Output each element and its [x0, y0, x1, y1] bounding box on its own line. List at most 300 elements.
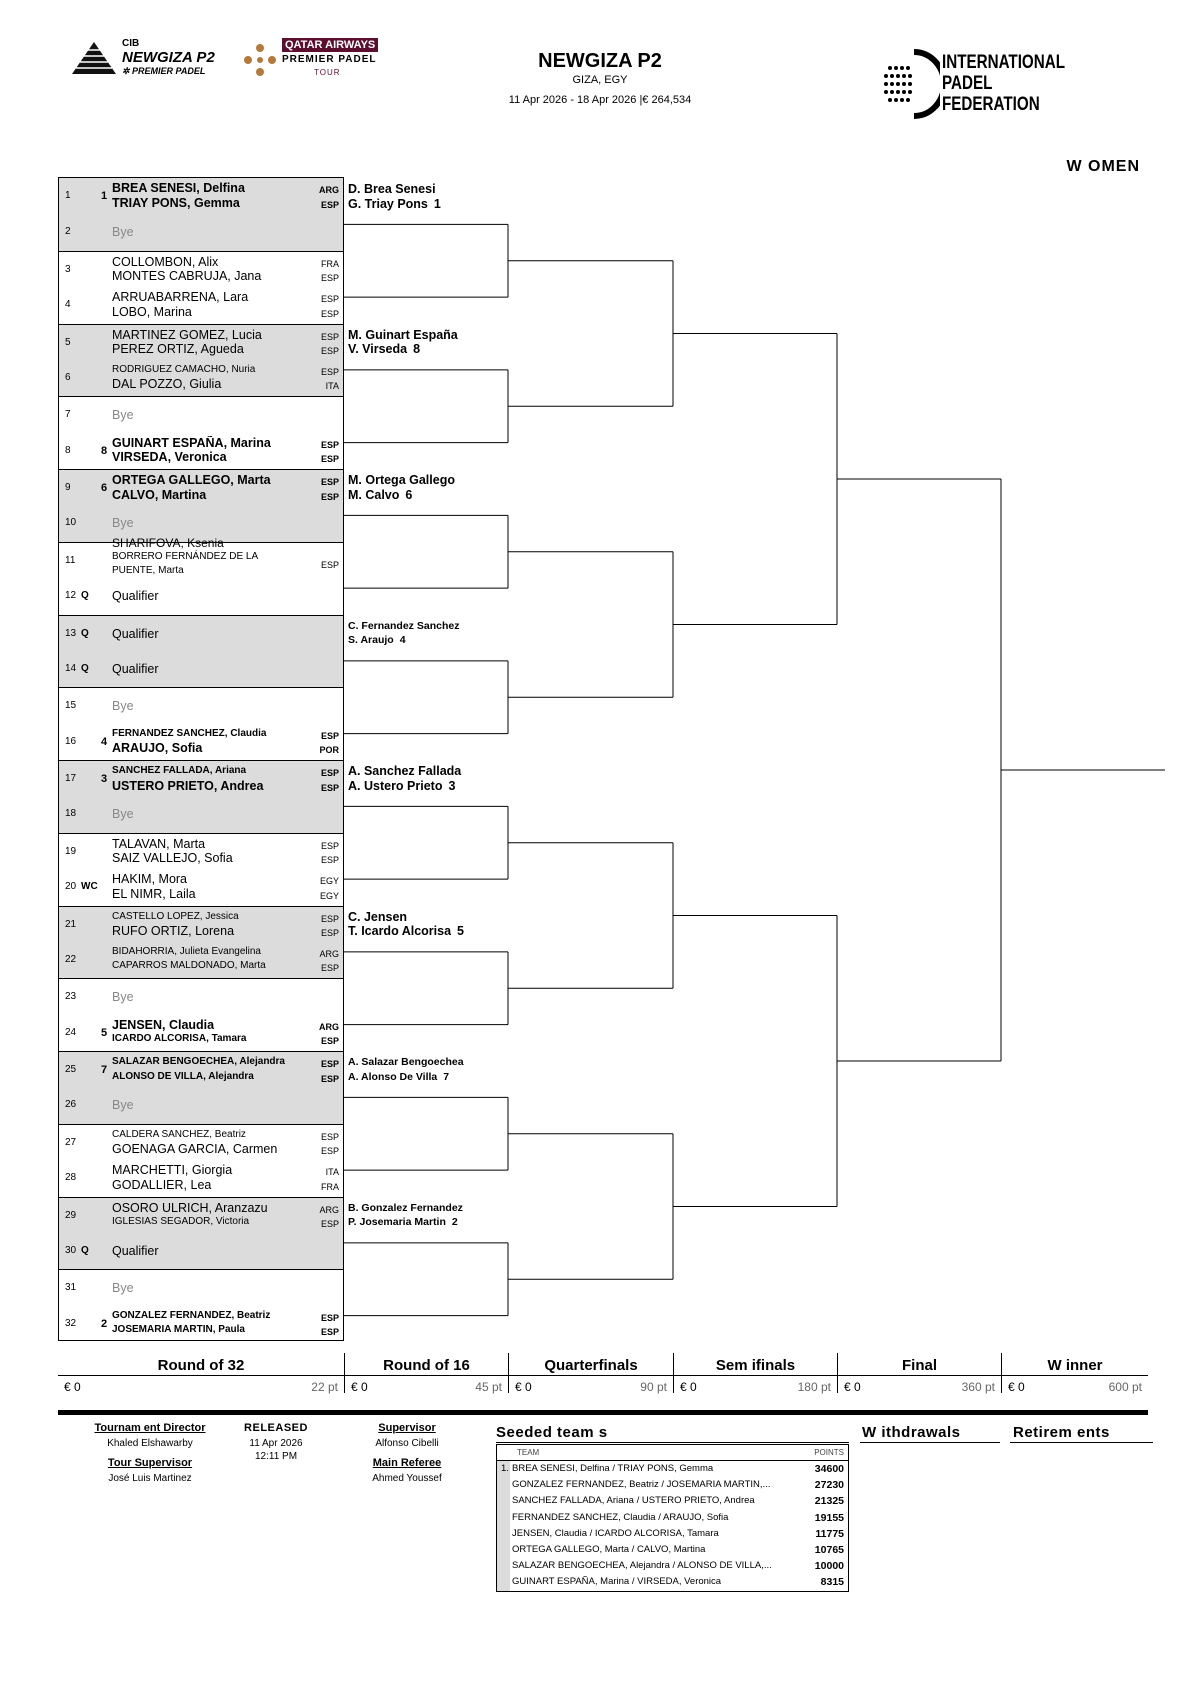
- country-codes: [319, 1020, 339, 1049]
- country-code: ESP: [320, 913, 339, 924]
- country-code: EGY: [319, 876, 339, 887]
- r16-player: M. Ortega Gallego: [348, 473, 455, 487]
- player-name: LOBO, Marina: [112, 304, 192, 319]
- draw-position: 30: [65, 1244, 77, 1256]
- country-code: ESP: [320, 730, 339, 741]
- draw-row: [59, 324, 343, 360]
- seeded-team: GONZALEZ FERNANDEZ, Beatriz / JOSEMARIA MARTIN,...: [512, 1479, 771, 1491]
- country-code: ESP: [320, 768, 339, 778]
- team-names: [112, 436, 312, 465]
- draw-position: 8: [65, 444, 71, 456]
- r16-player: M. Calvo: [348, 487, 400, 502]
- draw-position: 31: [65, 1282, 77, 1294]
- seeded-row: [497, 1542, 848, 1558]
- player-name: JENSEN, Claudia: [112, 1017, 215, 1032]
- qualifier-label: Qualifier: [112, 626, 159, 641]
- country-code: ESP: [320, 855, 339, 866]
- round-cell: [58, 1353, 344, 1393]
- country-code: ESP: [320, 840, 339, 851]
- player-name: SHARIFOVA, Ksenia: [112, 535, 224, 550]
- draw-row: [59, 833, 343, 869]
- country-code: ESP: [320, 366, 339, 377]
- r16-player-with-seed: [348, 488, 455, 503]
- draw-position: 22: [65, 953, 77, 965]
- category-label: W OMEN: [1066, 158, 1140, 175]
- player-name: SAIZ VALLEJO, Sofia: [112, 851, 233, 866]
- country-code: ESP: [320, 308, 339, 319]
- country-code: ARG: [319, 1021, 339, 1032]
- country-code: ESP: [320, 439, 339, 450]
- team-names: [112, 910, 312, 939]
- r16-player: G. Triay Pons: [348, 196, 428, 211]
- seeded-row: [497, 1574, 848, 1590]
- team-names: [112, 181, 312, 210]
- draw-position: 12: [65, 590, 77, 602]
- entry-tag: WC: [81, 881, 98, 893]
- player-name: EL NIMR, Laila: [112, 886, 196, 901]
- seeded-points: 27230: [814, 1479, 844, 1492]
- draw-position: 6: [65, 371, 71, 383]
- entry-tag: Q: [81, 662, 89, 674]
- seeded-row: [497, 1493, 848, 1509]
- round-name: W inner: [1047, 1357, 1103, 1374]
- draw-position: 26: [65, 1099, 77, 1111]
- seed-number: 7: [443, 1070, 450, 1083]
- team-names: [112, 255, 312, 284]
- r16-player: S. Araujo: [348, 634, 394, 646]
- draw-position: 1: [65, 190, 71, 201]
- country-code: ESP: [320, 346, 339, 356]
- player-name: MONTES CABRUJA, Jana: [112, 269, 262, 284]
- country-code: ESP: [320, 928, 339, 938]
- draw-row: [59, 942, 343, 978]
- draw-position: 3: [65, 263, 71, 275]
- country-code: FRA: [321, 258, 339, 269]
- round-cell: [837, 1353, 1001, 1393]
- r16-player: D. Brea Senesi: [348, 182, 436, 196]
- draw-position: 10: [65, 517, 77, 529]
- draw-position: 7: [65, 409, 71, 421]
- country-codes: [321, 839, 339, 868]
- team-names: [112, 1018, 312, 1047]
- draw-position: 24: [65, 1026, 77, 1038]
- r16-player: A. Alonso De Villa: [348, 1070, 438, 1083]
- player-name: CAPARROS MALDONADO, Marta: [112, 960, 266, 972]
- player-name: TALAVAN, Marta: [112, 836, 206, 851]
- draw-position: 18: [65, 808, 77, 820]
- draw-row: [59, 615, 343, 651]
- draw-row: [59, 869, 343, 905]
- draw-position: 2: [65, 226, 71, 238]
- country-code: ESP: [320, 963, 339, 974]
- country-codes: [321, 257, 339, 286]
- tour-label: TOUR: [314, 68, 341, 77]
- r16-player: T. Icardo Alcorisa: [348, 924, 452, 938]
- country-code: ITA: [325, 381, 339, 392]
- country-codes: [321, 766, 339, 795]
- r16-team: [348, 1201, 463, 1230]
- draw-row: [59, 287, 343, 323]
- draw-row: [59, 360, 343, 396]
- team-names: [112, 727, 312, 756]
- country-code: ARG: [319, 948, 339, 959]
- ipf-logo: [880, 48, 1080, 120]
- team-names: [112, 290, 312, 319]
- draw-row: [59, 1051, 343, 1087]
- country-code: FRA: [321, 1181, 339, 1192]
- r16-team: [348, 328, 458, 357]
- draw-row: [59, 1160, 343, 1196]
- draw-position: 14: [65, 662, 77, 674]
- country-codes: [321, 1130, 339, 1159]
- draw-row: [59, 214, 343, 250]
- draw-position: 29: [65, 1209, 77, 1221]
- draw-row: [59, 396, 343, 432]
- seeded-team: JENSEN, Claudia / ICARDO ALCORISA, Tamara: [512, 1527, 719, 1539]
- r16-player-with-seed: [348, 342, 458, 357]
- country-code: ESP: [320, 1327, 339, 1338]
- round-points: 90 pt: [640, 1380, 667, 1394]
- seed-number: 4: [101, 735, 108, 748]
- player-name: RUFO ORTIZ, Lorena: [112, 924, 235, 938]
- round-prize: € 0: [64, 1380, 81, 1394]
- country-code: ESP: [320, 477, 339, 487]
- round-cell: [344, 1353, 508, 1393]
- draw-table: [58, 177, 344, 1341]
- r16-player: B. Gonzalez Fernandez: [348, 1201, 463, 1214]
- draw-position: 28: [65, 1172, 77, 1184]
- player-name: RODRIGUEZ CAMACHO, Nuria: [112, 363, 256, 375]
- round-points: 22 pt: [311, 1380, 338, 1394]
- bye-label: Bye: [112, 1098, 134, 1113]
- player-name: PUENTE, Marta: [112, 564, 184, 576]
- country-codes: [321, 912, 339, 941]
- seeded-col-points: POINTS: [814, 1448, 844, 1457]
- seeded-teams-table: [496, 1444, 849, 1592]
- country-codes: [321, 292, 339, 321]
- country-code: ARG: [319, 185, 339, 195]
- bye-label: Bye: [112, 408, 134, 423]
- seeded-team: SANCHEZ FALLADA, Ariana / USTERO PRIETO, Andrea: [512, 1495, 755, 1507]
- seeded-points: 34600: [814, 1463, 844, 1475]
- team-names: [112, 1201, 312, 1230]
- seeded-teams-title: Seeded team s: [496, 1424, 608, 1441]
- round-points: 600 pt: [1108, 1380, 1142, 1394]
- seeded-row: [497, 1461, 848, 1477]
- team-names: [112, 837, 312, 866]
- qatar-label: QATAR AIRWAYS: [282, 38, 378, 52]
- player-name: CALVO, Martina: [112, 487, 207, 502]
- r16-player-with-seed: [348, 1215, 463, 1230]
- draw-row: [59, 1233, 343, 1269]
- padel-ball-icon: [880, 48, 940, 120]
- draw-row: [59, 535, 343, 578]
- r16-player-with-seed: [348, 633, 459, 648]
- seeded-row: [497, 1558, 848, 1574]
- player-name: CALDERA SANCHEZ, Beatriz: [112, 1128, 246, 1140]
- round-prize: € 0: [1008, 1380, 1025, 1394]
- draw-row: [59, 433, 343, 469]
- country-code: ESP: [320, 1146, 339, 1157]
- player-name: PEREZ ORTIZ, Agueda: [112, 342, 244, 356]
- country-code: ESP: [320, 782, 339, 793]
- r16-player: A. Sanchez Fallada: [348, 764, 462, 778]
- player-name: SANCHEZ FALLADA, Ariana: [112, 765, 247, 776]
- ipf-line-1: INTERNATIONAL: [942, 52, 1065, 73]
- country-code: ESP: [320, 1059, 339, 1069]
- team-names: [112, 764, 312, 793]
- country-codes: [319, 183, 339, 212]
- seeded-team: FERNANDEZ SANCHEZ, Claudia / ARAUJO, Sofia: [512, 1511, 729, 1523]
- footer-divider: [58, 1410, 1148, 1415]
- country-code: ESP: [320, 331, 339, 342]
- player-name: FERNANDEZ SANCHEZ, Claudia: [112, 727, 267, 739]
- draw-row: [59, 1124, 343, 1160]
- round-prize: € 0: [680, 1380, 697, 1394]
- r16-team: [348, 473, 455, 502]
- country-code: ESP: [320, 559, 339, 570]
- player-name: MARCHETTI, Giorgia: [112, 1163, 233, 1178]
- player-name: GOENAGA GARCIA, Carmen: [112, 1142, 278, 1157]
- seeded-team: ORTEGA GALLEGO, Marta / CALVO, Martina: [512, 1543, 706, 1555]
- seed-number: 5: [101, 1026, 108, 1039]
- player-name: IGLESIAS SEGADOR, Victoria: [112, 1216, 250, 1227]
- seeded-team: SALAZAR BENGOECHEA, Alejandra / ALONSO DE VILLA,...: [512, 1560, 772, 1572]
- country-codes: [321, 475, 339, 504]
- team-names: [112, 1128, 312, 1157]
- r16-player: C. Fernandez Sanchez: [348, 619, 460, 632]
- player-name: JOSEMARIA MARTIN, Paula: [112, 1324, 245, 1336]
- team-names: [112, 363, 312, 392]
- round-points: 45 pt: [475, 1380, 502, 1394]
- draw-position: 23: [65, 991, 77, 1003]
- ipf-line-2: PADEL: [942, 73, 993, 94]
- player-name: GUINART ESPAÑA, Marina: [112, 435, 271, 450]
- round-name: Round of 32: [157, 1357, 245, 1374]
- bye-label: Bye: [112, 1281, 134, 1296]
- seed-number: 8: [101, 444, 108, 457]
- r16-player: M. Guinart España: [348, 327, 458, 342]
- country-code: POR: [319, 745, 339, 756]
- qualifier-label: Qualifier: [112, 589, 159, 604]
- seed-number: 6: [405, 487, 413, 502]
- country-code: ESP: [320, 1036, 339, 1047]
- seed-number: 8: [413, 342, 421, 356]
- draw-row: [59, 1269, 343, 1305]
- draw-row: [59, 578, 343, 614]
- player-name: GODALLIER, Lea: [112, 1177, 212, 1192]
- draw-position: 32: [65, 1317, 77, 1329]
- round-cell: [1001, 1353, 1148, 1393]
- newgiza-qatar-logo: [70, 38, 410, 86]
- bye-label: Bye: [112, 699, 134, 714]
- cib-label: CIB: [122, 38, 140, 49]
- rounds-bar: [58, 1353, 1148, 1393]
- country-code: ESP: [320, 454, 339, 465]
- draw-row: [59, 760, 343, 796]
- r16-player-with-seed: [348, 197, 441, 212]
- country-code: ESP: [320, 199, 339, 210]
- round-cell: [673, 1353, 837, 1393]
- draw-position: 11: [65, 554, 76, 566]
- player-name: ORTEGA GALLEGO, Marta: [112, 473, 271, 487]
- seeded-points: 10000: [814, 1560, 844, 1573]
- r16-player-with-seed: [348, 924, 464, 939]
- draw-position: 4: [65, 299, 71, 311]
- entry-tag: Q: [81, 627, 89, 639]
- player-name: BIDAHORRIA, Julieta Evangelina: [112, 945, 261, 957]
- player-name: ARRUABARRENA, Lara: [112, 290, 249, 305]
- player-name: OSORO ULRICH, Aranzazu: [112, 1200, 268, 1215]
- draw-row: [59, 724, 343, 760]
- round-name: Sem ifinals: [715, 1357, 796, 1374]
- r16-player: V. Virseda: [348, 342, 408, 356]
- team-names: [112, 1055, 312, 1084]
- draw-position: 21: [65, 918, 77, 930]
- draw-row: [59, 178, 343, 214]
- player-name: ICARDO ALCORISA, Tamara: [112, 1033, 247, 1045]
- qualifier-label: Qualifier: [112, 1243, 159, 1258]
- draw-position: 5: [65, 336, 71, 348]
- round-points: 180 pt: [797, 1380, 831, 1394]
- team-names: [112, 328, 312, 357]
- player-name: GONZALEZ FERNANDEZ, Beatriz: [112, 1309, 271, 1321]
- location: GIZA, EGY: [572, 74, 628, 86]
- seeded-points: 21325: [814, 1495, 844, 1508]
- bye-label: Bye: [112, 516, 134, 531]
- player-name: MARTINEZ GOMEZ, Lucia: [112, 327, 262, 342]
- seed-number: 1: [433, 196, 441, 211]
- country-code: ESP: [320, 1131, 339, 1142]
- draw-row: [59, 1015, 343, 1051]
- country-codes: [321, 438, 339, 467]
- seeded-points: 8315: [820, 1576, 844, 1589]
- seeded-points: 11775: [815, 1527, 844, 1540]
- r16-team: [348, 619, 459, 648]
- seeded-row: [497, 1477, 848, 1493]
- draw-row: [59, 906, 343, 942]
- seed-number: 7: [101, 1064, 108, 1076]
- draw-row: [59, 251, 343, 287]
- seeded-row: [497, 1526, 848, 1542]
- round-points: 360 pt: [961, 1380, 995, 1394]
- country-code: ESP: [320, 273, 339, 284]
- r16-team: [348, 1055, 464, 1084]
- draw-position: 15: [65, 700, 77, 712]
- team-names: [112, 473, 312, 502]
- player-name: SALAZAR BENGOECHEA, Alejandra: [112, 1056, 285, 1067]
- r16-team: [348, 764, 461, 793]
- draw-row: [59, 651, 343, 687]
- country-codes: [321, 1057, 339, 1086]
- ipf-line-3: FEDERATION: [942, 94, 1040, 115]
- seeded-points: 10765: [814, 1543, 844, 1556]
- r16-player-with-seed: [348, 1070, 464, 1085]
- round-cell: [508, 1353, 673, 1393]
- draw-row: [59, 978, 343, 1014]
- country-codes: [319, 947, 339, 976]
- draw-row: [59, 469, 343, 505]
- country-codes: [321, 365, 339, 394]
- country-codes: [321, 1311, 339, 1340]
- team-names: [112, 1163, 312, 1192]
- player-name: BREA SENESI, Delfina: [112, 181, 245, 195]
- draw-row: [59, 1306, 343, 1342]
- bye-label: Bye: [112, 225, 134, 240]
- draw-row: [59, 1087, 343, 1123]
- player-name: BORRERO FERNÁNDEZ DE LA: [112, 551, 259, 563]
- seed-number: 6: [101, 482, 108, 494]
- team-names: [112, 945, 312, 974]
- round-name: Final: [901, 1357, 937, 1374]
- draw-row: [59, 1197, 343, 1233]
- page-title: NEWGIZA P2: [538, 50, 662, 72]
- player-name: HAKIM, Mora: [112, 872, 188, 887]
- qualifier-label: Qualifier: [112, 661, 159, 676]
- released-info: RELEASED 11 Apr 2026 12:11 PM: [244, 1422, 308, 1462]
- premier-padel-tour-label: PREMIER PADEL: [282, 54, 377, 65]
- country-code: ESP: [320, 1219, 339, 1229]
- draw-row: [59, 796, 343, 832]
- seed-number: 3: [448, 778, 456, 793]
- country-code: EGY: [319, 890, 339, 901]
- country-codes: [319, 729, 339, 758]
- country-codes: [320, 874, 339, 903]
- r16-team: [348, 182, 441, 211]
- country-code: ITA: [325, 1167, 339, 1178]
- country-code: ESP: [320, 491, 339, 502]
- withdrawals-title: W ithdrawals: [862, 1424, 961, 1441]
- seed-number: 2: [451, 1216, 458, 1228]
- premier-padel-label: ✲ PREMIER PADEL: [122, 66, 206, 76]
- r16-player-with-seed: [348, 779, 461, 794]
- player-name: VIRSEDA, Veronica: [112, 450, 227, 465]
- draw-position: 13: [65, 627, 77, 639]
- country-code: ESP: [320, 1312, 339, 1323]
- seed-number: 4: [399, 634, 406, 646]
- player-name: CASTELLO LOPEZ, Jessica: [112, 910, 239, 922]
- round-prize: € 0: [351, 1380, 368, 1394]
- player-name: USTERO PRIETO, Andrea: [112, 778, 264, 793]
- r16-player: A. Ustero Prieto: [348, 778, 443, 793]
- draw-position: 9: [65, 482, 71, 493]
- team-names: [112, 1309, 312, 1338]
- player-name: ALONSO DE VILLA, Alejandra: [112, 1070, 254, 1082]
- r16-team: [348, 910, 464, 939]
- entry-tag: Q: [81, 590, 89, 602]
- draw-position: 25: [65, 1064, 77, 1075]
- draw-position: 19: [65, 845, 77, 857]
- seeded-team: GUINART ESPAÑA, Marina / VIRSEDA, Veronica: [512, 1576, 722, 1588]
- player-name: TRIAY PONS, Gemma: [112, 195, 240, 210]
- player-name: COLLOMBON, Alix: [112, 254, 219, 269]
- entry-tag: Q: [81, 1244, 89, 1256]
- country-code: ESP: [320, 294, 339, 305]
- bye-label: Bye: [112, 990, 134, 1005]
- country-codes: [321, 1165, 339, 1194]
- team-names: [112, 872, 312, 901]
- draw-position: 16: [65, 735, 77, 747]
- country-codes: [321, 330, 339, 359]
- seed-number: 5: [457, 924, 464, 938]
- country-code: ESP: [320, 1073, 339, 1084]
- round-name: Round of 16: [383, 1357, 470, 1374]
- country-codes: [319, 1203, 339, 1232]
- newgiza-label: NEWGIZA P2: [122, 49, 215, 66]
- r16-player: A. Salazar Bengoechea: [348, 1056, 464, 1068]
- draw-position: 27: [65, 1136, 77, 1148]
- round-prize: € 0: [515, 1380, 532, 1394]
